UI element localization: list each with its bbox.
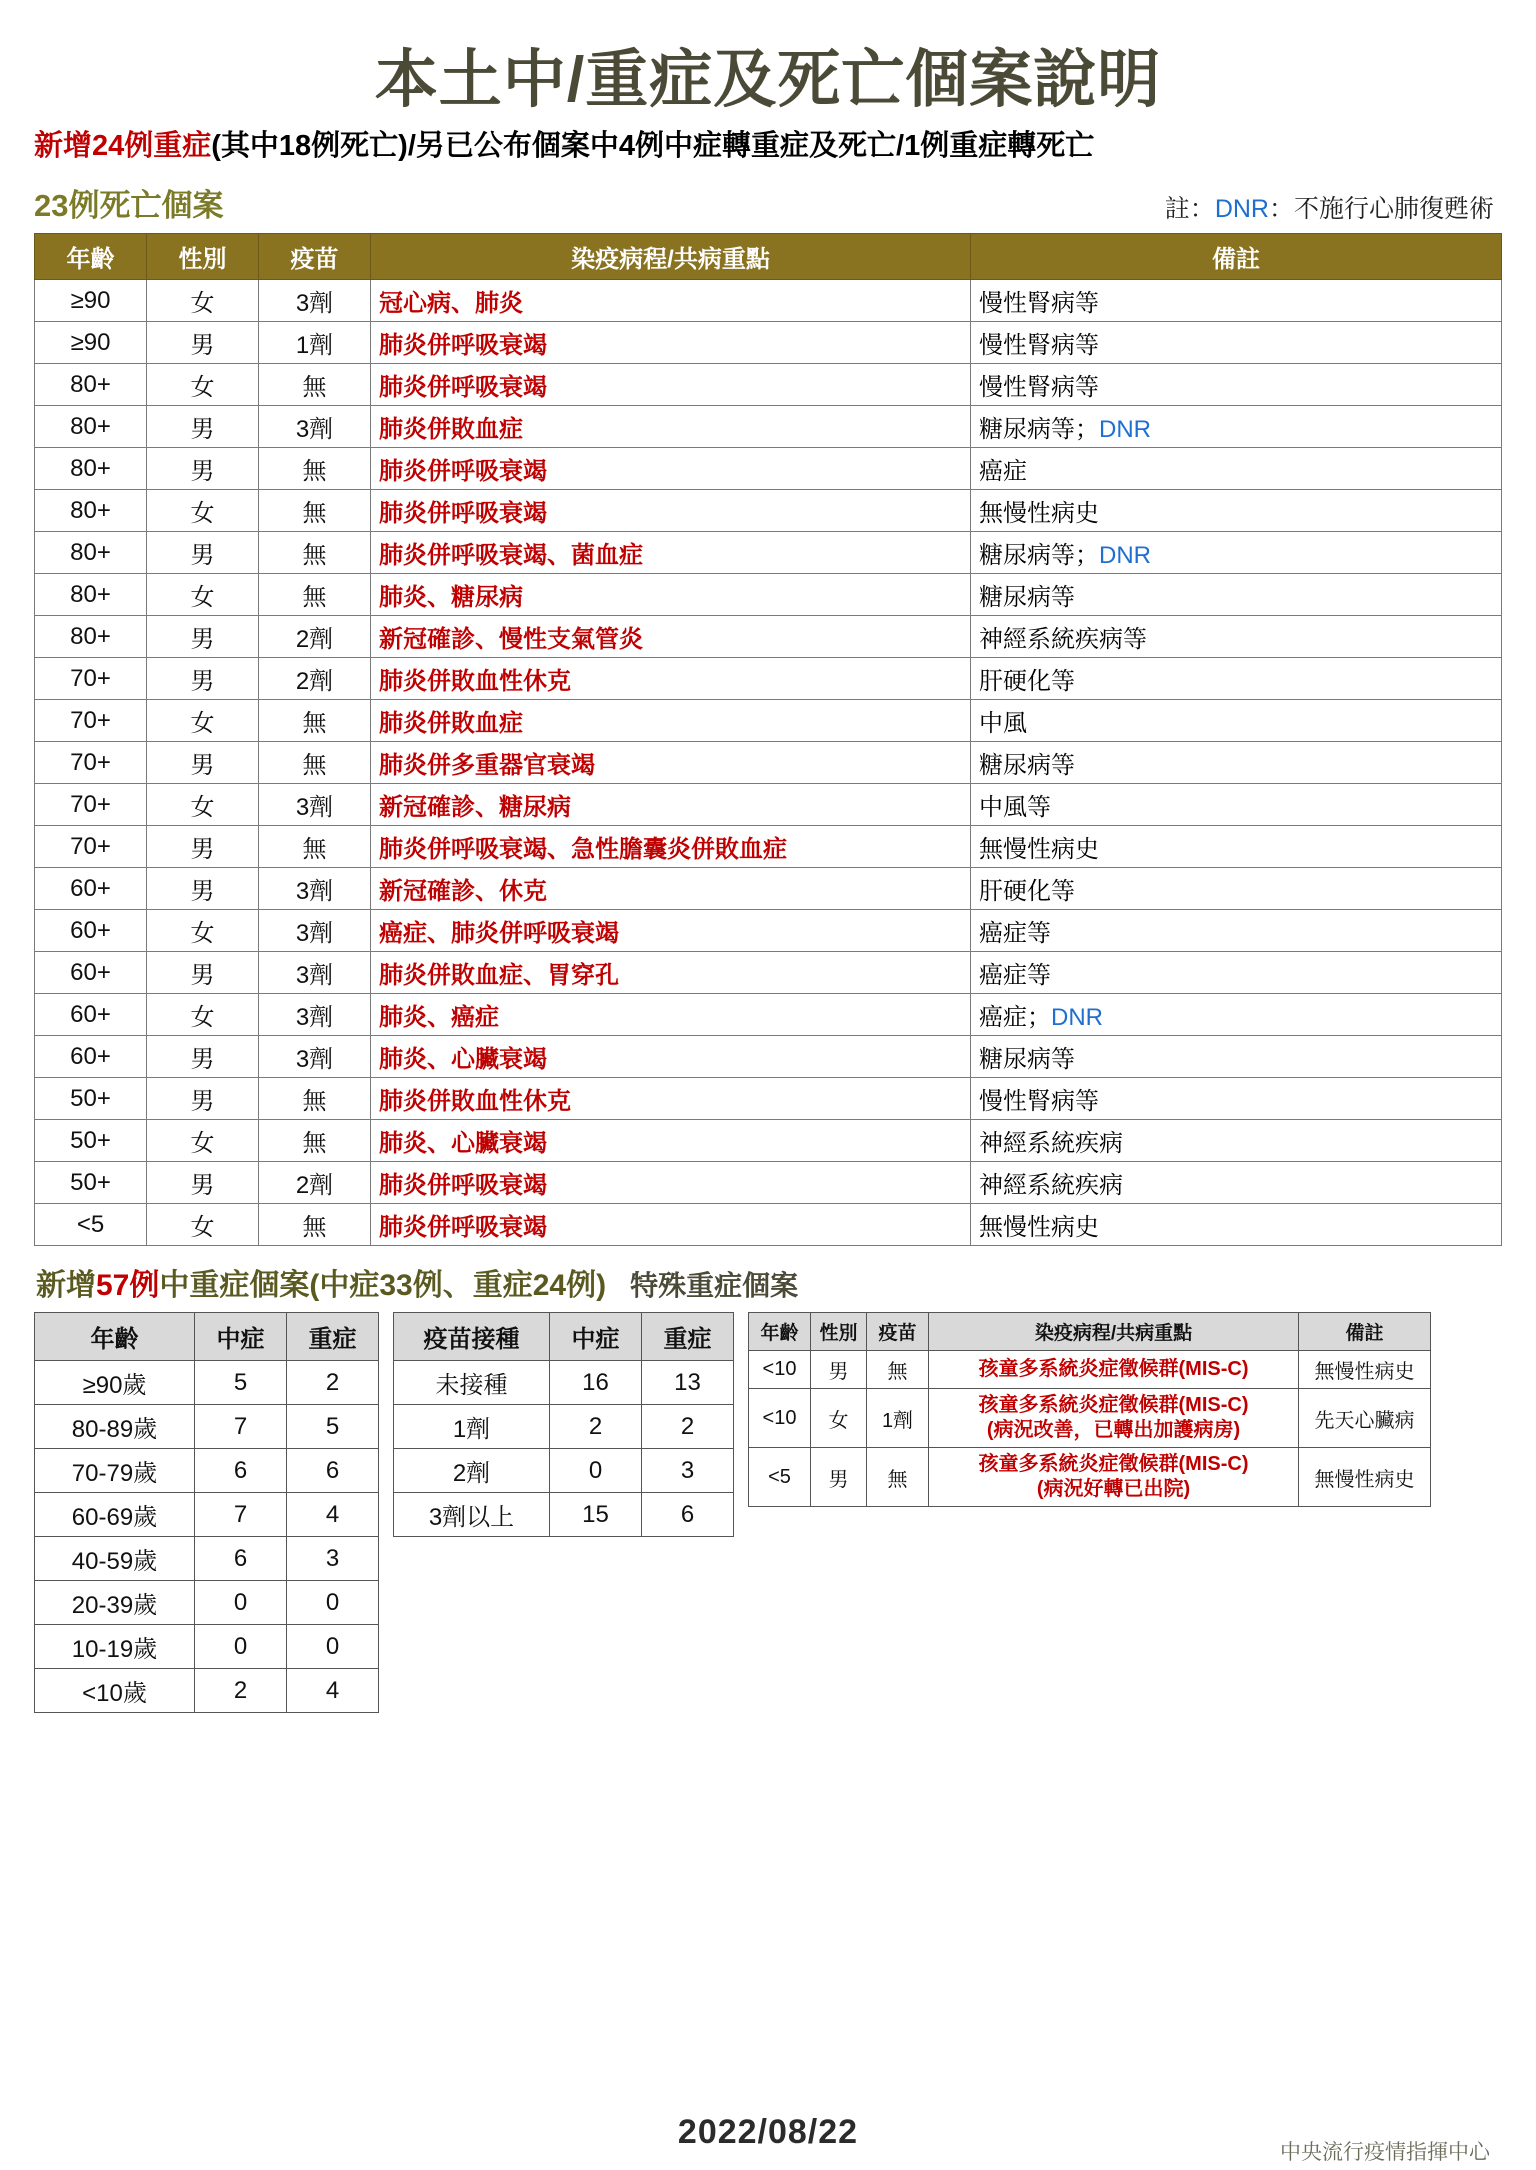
cell-vaccine-status: 未接種 bbox=[394, 1361, 550, 1405]
cell-course: 肺炎、心臟衰竭 bbox=[371, 1120, 971, 1162]
table-row bbox=[35, 364, 1502, 406]
cell-remark: 無慢性病史 bbox=[971, 490, 1502, 532]
table-row bbox=[35, 1361, 379, 1405]
cell-sex: 女 bbox=[147, 700, 259, 742]
cell-remark: 慢性腎病等 bbox=[971, 280, 1502, 322]
table-row bbox=[35, 1204, 1502, 1246]
cell-course: 肺炎併敗血症、胃穿孔 bbox=[371, 952, 971, 994]
course-note: (病況改善，已轉出加護病房) bbox=[986, 1419, 1241, 1442]
cell-course: 新冠確診、糖尿病 bbox=[371, 784, 971, 826]
cell-age: 70+ bbox=[35, 700, 147, 742]
cell-vaccine: 3劑 bbox=[259, 868, 371, 910]
cell-vaccine: 1劑 bbox=[867, 1389, 929, 1448]
cell-vaccine: 2劑 bbox=[259, 616, 371, 658]
table-row bbox=[35, 952, 1502, 994]
table-row bbox=[35, 1625, 379, 1669]
cell-vaccine: 無 bbox=[259, 1120, 371, 1162]
cell-sex: 女 bbox=[147, 574, 259, 616]
mid-section-headers bbox=[36, 1260, 1502, 1304]
cell-age: ≥90 bbox=[35, 322, 147, 364]
death-cases-table bbox=[34, 233, 1502, 1246]
cell-course: 肺炎併敗血性休克 bbox=[371, 1078, 971, 1120]
table-row bbox=[35, 784, 1502, 826]
vaccine-col-header-moderate: 中症 bbox=[550, 1313, 642, 1361]
special-col-header-sex: 性別 bbox=[811, 1313, 867, 1351]
cell-course: 肺炎、癌症 bbox=[371, 994, 971, 1036]
cell-vaccine: 2劑 bbox=[259, 1162, 371, 1204]
cell-vaccine: 3劑 bbox=[259, 406, 371, 448]
column-header-sex: 性別 bbox=[147, 234, 259, 280]
cell-age: 70+ bbox=[35, 658, 147, 700]
note-text: ：不施行心肺復甦術 bbox=[1268, 195, 1494, 224]
cell-course: 肺炎併呼吸衰竭 bbox=[371, 448, 971, 490]
cell-course: 孩童多系統炎症徵候群(MIS-C) (病況好轉已出院) bbox=[929, 1448, 1299, 1507]
special-severe-cases-table bbox=[748, 1312, 1431, 1507]
cell-course: 肺炎、糖尿病 bbox=[371, 574, 971, 616]
cell-remark: 糖尿病等 bbox=[971, 742, 1502, 784]
cell-age-group: 60-69歲 bbox=[35, 1493, 195, 1537]
course-note: (病況好轉已出院) bbox=[1036, 1478, 1191, 1501]
vaccine-distribution-table bbox=[393, 1312, 734, 1537]
table-row bbox=[35, 742, 1502, 784]
column-header-remark: 備註 bbox=[971, 234, 1502, 280]
dnr-tag: DNR bbox=[1051, 1004, 1103, 1032]
cell-moderate-count: 6 bbox=[195, 1449, 287, 1493]
cell-sex: 男 bbox=[147, 868, 259, 910]
cell-vaccine: 3劑 bbox=[259, 280, 371, 322]
cell-moderate-count: 7 bbox=[195, 1405, 287, 1449]
age-distribution-table bbox=[34, 1312, 379, 1713]
age-col-header-severe: 重症 bbox=[287, 1313, 379, 1361]
column-header-course: 染疫病程/共病重點 bbox=[371, 234, 971, 280]
table-row bbox=[394, 1449, 734, 1493]
table-row bbox=[35, 1493, 379, 1537]
vaccine-col-header-severe: 重症 bbox=[642, 1313, 734, 1361]
cell-sex: 男 bbox=[147, 406, 259, 448]
cell-moderate-count: 6 bbox=[195, 1537, 287, 1581]
subtitle-rest: (其中18例死亡)/另已公布個案中4例中症轉重症及死亡/1例重症轉死亡 bbox=[211, 130, 1095, 163]
cell-course: 肺炎併呼吸衰竭 bbox=[371, 490, 971, 532]
cell-vaccine: 無 bbox=[259, 448, 371, 490]
cell-remark: 糖尿病等；DNR bbox=[971, 532, 1502, 574]
cell-severe-count: 4 bbox=[287, 1669, 379, 1713]
cell-vaccine: 3劑 bbox=[259, 910, 371, 952]
age-col-header-age: 年齡 bbox=[35, 1313, 195, 1361]
cell-severe-count: 2 bbox=[642, 1405, 734, 1449]
cell-age-group: 70-79歲 bbox=[35, 1449, 195, 1493]
table-row bbox=[394, 1493, 734, 1537]
cell-course: 肺炎併呼吸衰竭 bbox=[371, 322, 971, 364]
cell-vaccine: 無 bbox=[259, 364, 371, 406]
cell-age-group: 10-19歲 bbox=[35, 1625, 195, 1669]
cell-age: 50+ bbox=[35, 1120, 147, 1162]
cell-sex: 男 bbox=[147, 532, 259, 574]
special-col-header-vaccine: 疫苗 bbox=[867, 1313, 929, 1351]
cell-moderate-count: 15 bbox=[550, 1493, 642, 1537]
cell-course: 孩童多系統炎症徵候群(MIS-C) bbox=[929, 1351, 1299, 1389]
cell-vaccine: 無 bbox=[259, 1204, 371, 1246]
report-date: 2022/08/22 bbox=[677, 2113, 859, 2151]
cell-age: 70+ bbox=[35, 742, 147, 784]
cell-vaccine: 無 bbox=[259, 574, 371, 616]
cell-course: 肺炎併呼吸衰竭 bbox=[371, 1162, 971, 1204]
cell-sex: 女 bbox=[147, 280, 259, 322]
cell-remark: 癌症等 bbox=[971, 952, 1502, 994]
table-row bbox=[35, 1120, 1502, 1162]
cell-moderate-count: 16 bbox=[550, 1361, 642, 1405]
vaccine-table-header-row bbox=[394, 1313, 734, 1361]
table-row bbox=[35, 490, 1502, 532]
cell-age: 60+ bbox=[35, 952, 147, 994]
cell-remark: 神經系統疾病等 bbox=[971, 616, 1502, 658]
cell-age: <5 bbox=[749, 1448, 811, 1507]
cell-moderate-count: 2 bbox=[195, 1669, 287, 1713]
table-row bbox=[35, 1162, 1502, 1204]
cell-moderate-count: 0 bbox=[195, 1581, 287, 1625]
table-row bbox=[35, 532, 1502, 574]
table-row bbox=[35, 1581, 379, 1625]
cell-age: 80+ bbox=[35, 364, 147, 406]
cell-course: 肺炎併呼吸衰竭、急性膽囊炎併敗血症 bbox=[371, 826, 971, 868]
age-col-header-moderate: 中症 bbox=[195, 1313, 287, 1361]
issuing-organization: 中央流行疫情指揮中心 bbox=[1280, 2141, 1490, 2164]
cell-vaccine-status: 1劑 bbox=[394, 1405, 550, 1449]
table-row bbox=[35, 406, 1502, 448]
cell-course: 新冠確診、慢性支氣管炎 bbox=[371, 616, 971, 658]
table-row bbox=[35, 1405, 379, 1449]
cell-severe-count: 4 bbox=[287, 1493, 379, 1537]
cell-sex: 男 bbox=[811, 1448, 867, 1507]
cell-age: 70+ bbox=[35, 784, 147, 826]
cell-age-group: 80-89歲 bbox=[35, 1405, 195, 1449]
cell-vaccine: 3劑 bbox=[259, 994, 371, 1036]
table-row bbox=[35, 574, 1502, 616]
cell-age-group: 40-59歲 bbox=[35, 1537, 195, 1581]
cell-vaccine-status: 2劑 bbox=[394, 1449, 550, 1493]
cell-remark: 中風等 bbox=[971, 784, 1502, 826]
cell-age-group: ≥90歲 bbox=[35, 1361, 195, 1405]
table-row bbox=[35, 448, 1502, 490]
table-row bbox=[35, 868, 1502, 910]
cell-remark: 癌症 bbox=[971, 448, 1502, 490]
cell-vaccine: 無 bbox=[259, 700, 371, 742]
cell-course: 肺炎併敗血症 bbox=[371, 406, 971, 448]
table-row bbox=[35, 1669, 379, 1713]
cell-sex: 女 bbox=[147, 994, 259, 1036]
dnr-note bbox=[1165, 189, 1502, 225]
cell-age: 80+ bbox=[35, 616, 147, 658]
cell-vaccine: 無 bbox=[259, 1078, 371, 1120]
cell-vaccine: 無 bbox=[259, 490, 371, 532]
cell-course: 孩童多系統炎症徵候群(MIS-C) (病況改善，已轉出加護病房) bbox=[929, 1389, 1299, 1448]
table-header-row bbox=[35, 234, 1502, 280]
table-row bbox=[35, 616, 1502, 658]
cell-remark: 中風 bbox=[971, 700, 1502, 742]
table-row bbox=[394, 1405, 734, 1449]
special-cases-title: 特殊重症個案 bbox=[630, 1270, 799, 1302]
cell-remark: 糖尿病等；DNR bbox=[971, 406, 1502, 448]
cell-sex: 女 bbox=[811, 1389, 867, 1448]
cell-vaccine-status: 3劑以上 bbox=[394, 1493, 550, 1537]
cell-remark: 無慢性病史 bbox=[1299, 1448, 1431, 1507]
cell-age: 80+ bbox=[35, 574, 147, 616]
table-row bbox=[35, 1449, 379, 1493]
cell-course: 冠心病、肺炎 bbox=[371, 280, 971, 322]
subtitle-highlight: 新增24例重症 bbox=[34, 130, 212, 163]
special-col-header-remark: 備註 bbox=[1299, 1313, 1431, 1351]
cell-severe-count: 13 bbox=[642, 1361, 734, 1405]
cell-remark: 無慢性病史 bbox=[971, 1204, 1502, 1246]
column-header-age: 年齡 bbox=[35, 234, 147, 280]
special-table-header-row bbox=[749, 1313, 1431, 1351]
cell-course: 肺炎併呼吸衰竭、菌血症 bbox=[371, 532, 971, 574]
cell-remark: 無慢性病史 bbox=[1299, 1351, 1431, 1389]
cell-vaccine: 無 bbox=[259, 532, 371, 574]
cell-severe-count: 5 bbox=[287, 1405, 379, 1449]
cell-age: 80+ bbox=[35, 490, 147, 532]
cell-remark: 癌症；DNR bbox=[971, 994, 1502, 1036]
cell-moderate-count: 2 bbox=[550, 1405, 642, 1449]
cell-remark: 慢性腎病等 bbox=[971, 322, 1502, 364]
cell-sex: 男 bbox=[147, 1162, 259, 1204]
note-prefix: 註： bbox=[1164, 195, 1215, 224]
table-row bbox=[35, 280, 1502, 322]
cell-remark: 慢性腎病等 bbox=[971, 364, 1502, 406]
cell-sex: 女 bbox=[147, 784, 259, 826]
cell-remark: 糖尿病等 bbox=[971, 574, 1502, 616]
cell-age: 50+ bbox=[35, 1078, 147, 1120]
table-row bbox=[35, 826, 1502, 868]
cell-course: 癌症、肺炎併呼吸衰竭 bbox=[371, 910, 971, 952]
table-row bbox=[749, 1448, 1431, 1507]
subtitle-line bbox=[34, 129, 1502, 164]
cell-moderate-count: 7 bbox=[195, 1493, 287, 1537]
death-section-title: 23例死亡個案 bbox=[34, 188, 224, 224]
severe-title-prefix: 新增 bbox=[36, 1269, 96, 1303]
cell-vaccine: 3劑 bbox=[259, 1036, 371, 1078]
table-row bbox=[35, 1537, 379, 1581]
cell-course: 新冠確診、休克 bbox=[371, 868, 971, 910]
cell-sex: 男 bbox=[147, 952, 259, 994]
cell-age: 80+ bbox=[35, 448, 147, 490]
cell-sex: 男 bbox=[811, 1351, 867, 1389]
cell-course: 肺炎併多重器官衰竭 bbox=[371, 742, 971, 784]
cell-remark: 肝硬化等 bbox=[971, 658, 1502, 700]
cell-vaccine: 無 bbox=[259, 742, 371, 784]
cell-sex: 男 bbox=[147, 742, 259, 784]
cell-vaccine: 1劑 bbox=[259, 322, 371, 364]
cell-sex: 男 bbox=[147, 322, 259, 364]
cell-age: 80+ bbox=[35, 532, 147, 574]
cell-course: 肺炎併敗血性休克 bbox=[371, 658, 971, 700]
cell-severe-count: 0 bbox=[287, 1581, 379, 1625]
cell-remark: 先天心臟病 bbox=[1299, 1389, 1431, 1448]
bottom-tables-area bbox=[34, 1312, 1502, 1713]
page-title: 本土中/重症及死亡個案說明 bbox=[374, 45, 1162, 115]
cell-severe-count: 3 bbox=[642, 1449, 734, 1493]
table-row bbox=[35, 700, 1502, 742]
special-col-header-course: 染疫病程/共病重點 bbox=[929, 1313, 1299, 1351]
cell-sex: 男 bbox=[147, 658, 259, 700]
table-row bbox=[35, 910, 1502, 952]
table-row bbox=[394, 1361, 734, 1405]
cell-remark: 無慢性病史 bbox=[971, 826, 1502, 868]
cell-age: <10 bbox=[749, 1389, 811, 1448]
cell-remark: 癌症等 bbox=[971, 910, 1502, 952]
severe-cases-title bbox=[36, 1260, 606, 1304]
cell-age: 80+ bbox=[35, 406, 147, 448]
vaccine-col-header-status: 疫苗接種 bbox=[394, 1313, 550, 1361]
cell-vaccine: 無 bbox=[867, 1448, 929, 1507]
cell-sex: 女 bbox=[147, 1204, 259, 1246]
cell-sex: 女 bbox=[147, 490, 259, 532]
cell-severe-count: 2 bbox=[287, 1361, 379, 1405]
special-col-header-age: 年齡 bbox=[749, 1313, 811, 1351]
cell-vaccine: 無 bbox=[259, 826, 371, 868]
cell-sex: 男 bbox=[147, 1036, 259, 1078]
cell-age-group: <10歲 bbox=[35, 1669, 195, 1713]
cell-sex: 男 bbox=[147, 1078, 259, 1120]
cell-sex: 女 bbox=[147, 1120, 259, 1162]
cell-moderate-count: 0 bbox=[550, 1449, 642, 1493]
table-row bbox=[35, 322, 1502, 364]
cell-vaccine: 無 bbox=[867, 1351, 929, 1389]
cell-course: 肺炎併敗血症 bbox=[371, 700, 971, 742]
cell-age: <10 bbox=[749, 1351, 811, 1389]
dnr-tag: DNR bbox=[1099, 542, 1151, 570]
severe-title-suffix: 中重症個案(中症33例、重症24例) bbox=[159, 1269, 607, 1303]
cell-sex: 男 bbox=[147, 448, 259, 490]
cell-severe-count: 6 bbox=[287, 1449, 379, 1493]
cell-sex: 女 bbox=[147, 910, 259, 952]
table-row bbox=[35, 1036, 1502, 1078]
cell-course: 肺炎、心臟衰竭 bbox=[371, 1036, 971, 1078]
table-row bbox=[35, 658, 1502, 700]
cell-moderate-count: 5 bbox=[195, 1361, 287, 1405]
cell-vaccine: 3劑 bbox=[259, 952, 371, 994]
cell-age: 60+ bbox=[35, 1036, 147, 1078]
cell-course: 肺炎併呼吸衰竭 bbox=[371, 364, 971, 406]
column-header-vaccine: 疫苗 bbox=[259, 234, 371, 280]
cell-remark: 慢性腎病等 bbox=[971, 1078, 1502, 1120]
cell-age: 60+ bbox=[35, 994, 147, 1036]
cell-age: <5 bbox=[35, 1204, 147, 1246]
cell-vaccine: 2劑 bbox=[259, 658, 371, 700]
table-row bbox=[749, 1389, 1431, 1448]
table-row bbox=[749, 1351, 1431, 1389]
cell-age: 60+ bbox=[35, 910, 147, 952]
cell-age: ≥90 bbox=[35, 280, 147, 322]
age-table-header-row bbox=[35, 1313, 379, 1361]
cell-age: 70+ bbox=[35, 826, 147, 868]
death-section-header bbox=[34, 180, 1502, 225]
cell-severe-count: 3 bbox=[287, 1537, 379, 1581]
cell-sex: 女 bbox=[147, 364, 259, 406]
cell-remark: 肝硬化等 bbox=[971, 868, 1502, 910]
severe-title-number: 57例 bbox=[96, 1269, 160, 1303]
cell-severe-count: 6 bbox=[642, 1493, 734, 1537]
cell-remark: 神經系統疾病 bbox=[971, 1162, 1502, 1204]
cell-moderate-count: 0 bbox=[195, 1625, 287, 1669]
cell-age: 50+ bbox=[35, 1162, 147, 1204]
table-row bbox=[35, 994, 1502, 1036]
cell-remark: 神經系統疾病 bbox=[971, 1120, 1502, 1162]
note-term: DNR bbox=[1214, 195, 1269, 224]
dnr-tag: DNR bbox=[1099, 416, 1151, 444]
cell-sex: 男 bbox=[147, 616, 259, 658]
cell-remark: 糖尿病等 bbox=[971, 1036, 1502, 1078]
cell-age: 60+ bbox=[35, 868, 147, 910]
cell-course: 肺炎併呼吸衰竭 bbox=[371, 1204, 971, 1246]
cell-vaccine: 3劑 bbox=[259, 784, 371, 826]
cell-sex: 男 bbox=[147, 826, 259, 868]
table-row bbox=[35, 1078, 1502, 1120]
cell-severe-count: 0 bbox=[287, 1625, 379, 1669]
cell-age-group: 20-39歲 bbox=[35, 1581, 195, 1625]
